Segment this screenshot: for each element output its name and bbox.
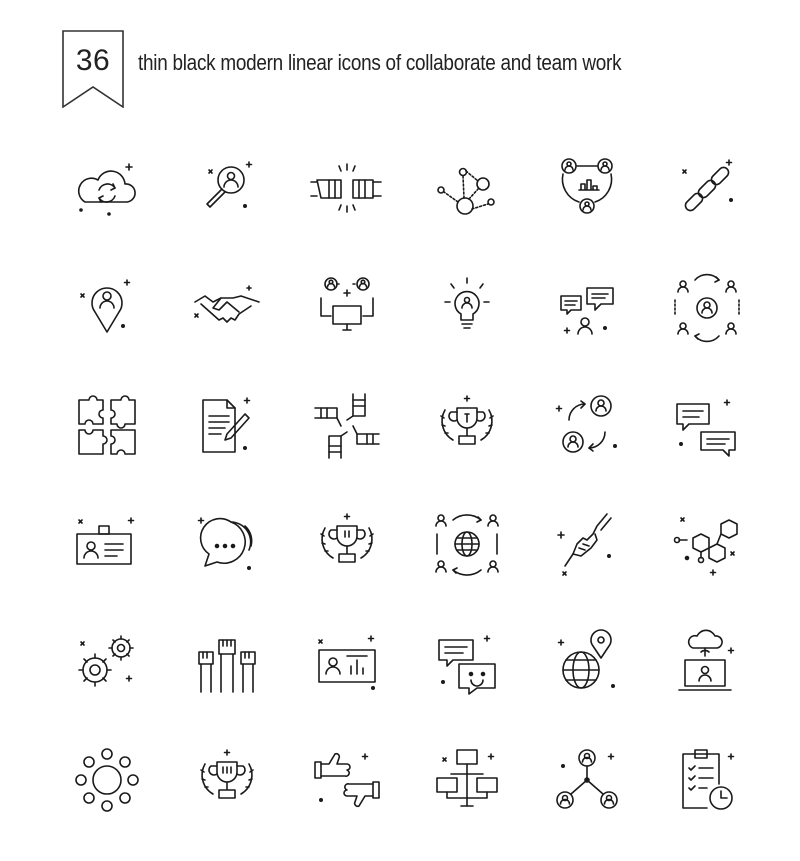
search-person-icon [187,150,267,230]
chat-bubbles-icon [667,386,747,466]
network-computers-cell [412,730,522,830]
team-circle-icon [67,740,147,820]
team-chart-cell [532,140,642,240]
fist-bump-icon [307,150,387,230]
cloud-laptop-icon [667,622,747,702]
thumbs-icon [307,740,387,820]
team-monitor-cell [292,258,402,358]
chain-link-cell [652,140,762,240]
team-hands-cell [292,376,402,476]
idea-bulb-icon [427,268,507,348]
location-person-cell [52,258,162,358]
team-hands-icon [307,386,387,466]
team-circle-cell [52,730,162,830]
chain-link-icon [667,150,747,230]
raised-fists-cell [172,612,282,712]
team-cycle-cell [652,258,762,358]
trophy-second-icon [307,504,387,584]
cloud-sync-cell [52,140,162,240]
location-person-icon [67,268,147,348]
chat-circles-cell [172,494,282,594]
puzzle-cell [52,376,162,476]
cloud-sync-icon [67,150,147,230]
globe-pin-icon [547,622,627,702]
id-badge-cell [52,494,162,594]
page-title: thin black modern linear icons of collaborate and team work [138,50,622,75]
global-team-cell [412,494,522,594]
chat-circles-icon [187,504,267,584]
chat-smile-icon [427,622,507,702]
cloud-laptop-cell [652,612,762,712]
clipboard-clock-icon [667,740,747,820]
id-badge-icon [67,504,147,584]
trophy-third-icon [187,740,267,820]
network-nodes-icon [427,150,507,230]
trophy-third-cell [172,730,282,830]
exchange-people-cell [532,376,642,476]
chat-bubbles-cell [652,376,762,476]
helping-hand-cell [532,494,642,594]
chat-smile-cell [412,612,522,712]
puzzle-icon [67,386,147,466]
idea-bulb-cell [412,258,522,358]
global-team-icon [427,504,507,584]
presentation-icon [307,622,387,702]
bookmark-ribbon [62,30,124,108]
globe-pin-cell [532,612,642,712]
gears-icon [67,622,147,702]
exchange-people-icon [547,386,627,466]
hexagon-molecule-icon [667,504,747,584]
trophy-second-cell [292,494,402,594]
gears-cell [52,612,162,712]
document-pen-cell [172,376,282,476]
network-computers-icon [427,740,507,820]
team-cycle-icon [667,268,747,348]
network-nodes-cell [412,140,522,240]
icon-count: 36 [75,44,111,77]
presentation-cell [292,612,402,712]
handshake-cell [172,258,282,358]
trophy-laurel-cell [412,376,522,476]
handshake-icon [187,268,267,348]
document-pen-icon [187,386,267,466]
hexagon-molecule-cell [652,494,762,594]
trophy-laurel-icon [427,386,507,466]
fist-bump-cell [292,140,402,240]
search-person-cell [172,140,282,240]
icon-grid [52,140,772,840]
thumbs-cell [292,730,402,830]
helping-hand-icon [547,504,627,584]
header [0,0,800,120]
clipboard-clock-cell [652,730,762,830]
chat-person-icon [547,268,627,348]
team-chart-icon [547,150,627,230]
team-hierarchy-cell [532,730,642,830]
team-hierarchy-icon [547,740,627,820]
chat-person-cell [532,258,642,358]
raised-fists-icon [187,622,267,702]
team-monitor-icon [307,268,387,348]
